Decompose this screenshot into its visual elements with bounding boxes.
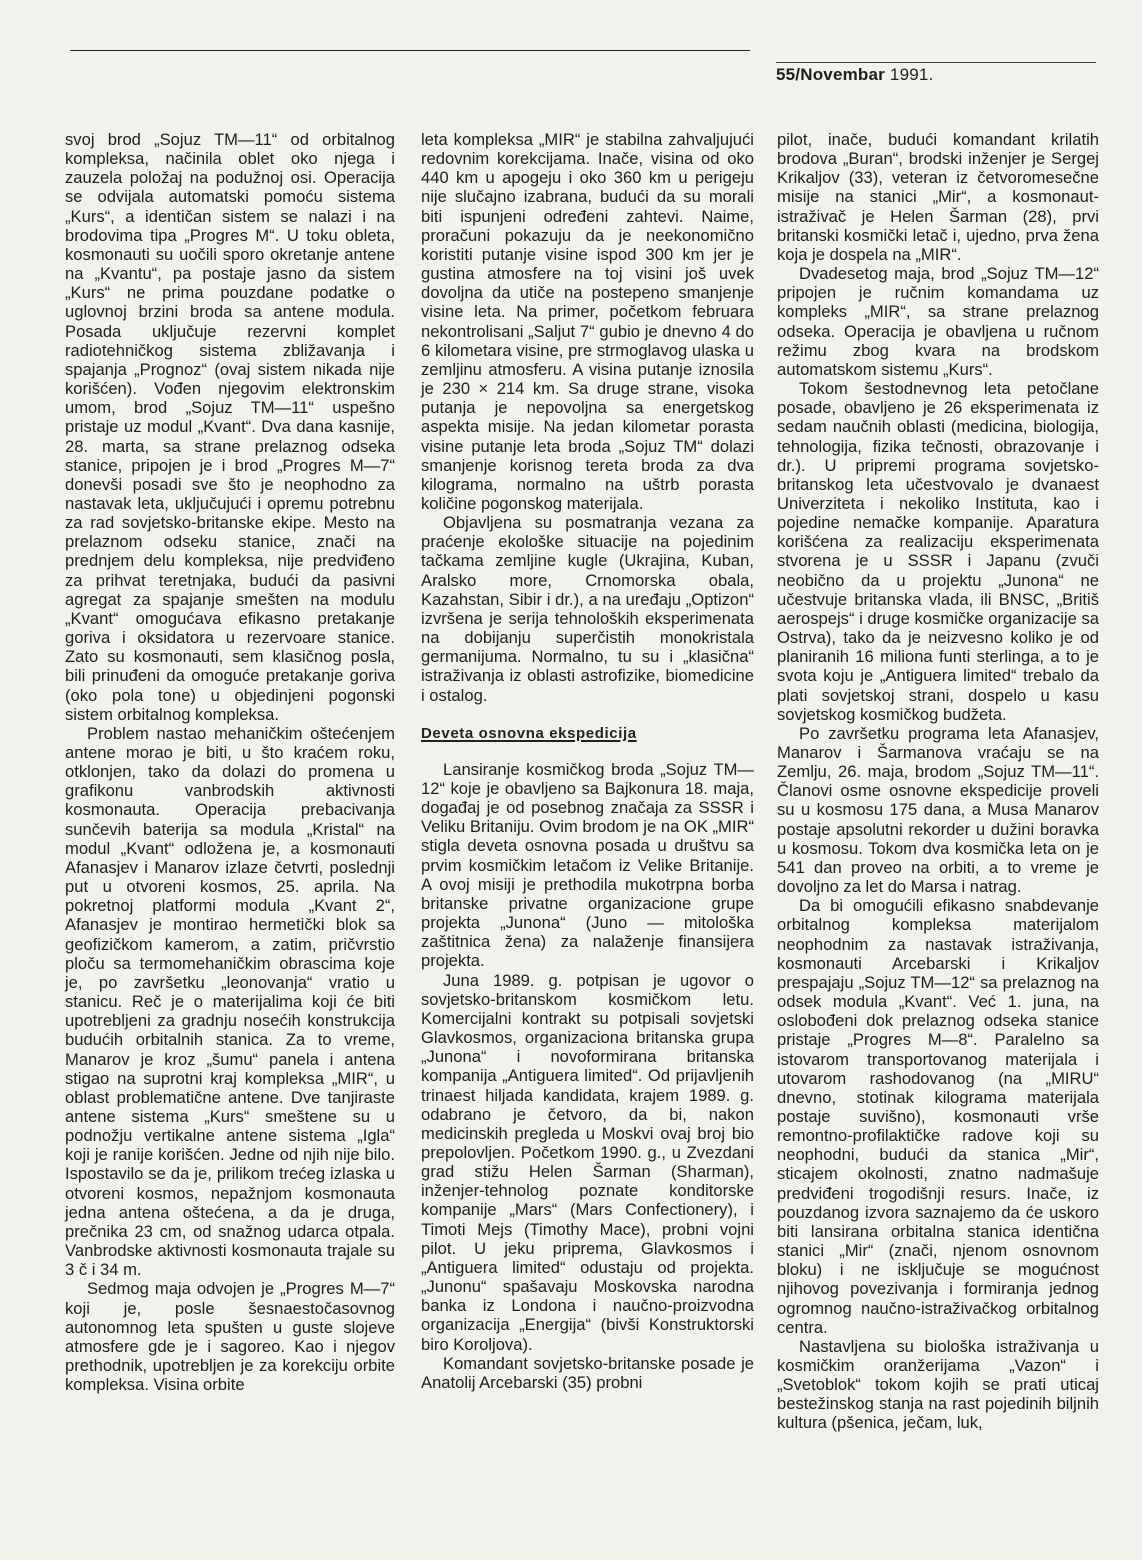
paragraph: pilot, inače, budući komandant krilatih brodova „Buran“, brodski inženjer je Sergej Krikaljov (33), veteran iz četvoromesečne misije na stanici „Mir“, a kosmonaut-istraživač je Helen Šarman (28), prvi britanski kosmički letač i, ujedno, prva žena koja je dospela na „MIR“.	[777, 130, 1099, 264]
paragraph: Problem nastao mehaničkim oštećenjem antene morao je biti, u što kraćem roku, otklonjen, tako da dolazi do promena u grafikonu vanbrodskih aktivnosti kosmonauta. Operacija prebacivanja sunčevih baterija sa modula „Kristal“ na modul „Kvant“ odložena je, a kosmonauti Afanasjev i Manarov izlaze četvrti, poslednji put u otvoreni kosmos, 25. aprila. Na pokretnoj platformi modula „Kvant 2“, Afanasjev je montirao hermetički blok sa geofizičkom kamerom, a zatim, pričvrstio ploču sa termomehaničkim obrascima koje je, po završetku „leonovanja“ vratio u stanicu. Reč je o materijalima koji će biti upotrebljeni za gradnju nosećih konstrukcija budućih orbitalnih stanica. Za to vreme, Manarov je kroz „šumu“ panela i antena stigao na suprotni kraj kompleksa „MIR“, u oblast problematične antene. Dve tanjiraste antene sistema „Kurs“ smeštene su u podnožju vertikalne antene sistema „Igla“ koji je ranije korišćen. Jedne od njih nije bilo. Ispostavilo se da je, prilikom trećeg izlaska u otvoreni kosmos, nepažnjom kosmonauta jedna antena oštećena, a da je druga, prečnika 23 cm, od snažnog udarca otpala. Vanbrodske aktivnosti kosmonauta trajale su 3 č i 34 m.	[65, 723, 395, 1280]
paragraph: Komandant sovjetsko-britanske posade je Anatolij Arcebarski (35) probni	[421, 1353, 754, 1392]
column-3	[777, 130, 1099, 1433]
page-number: 55/	[776, 65, 801, 84]
paragraph: Juna 1989. g. potpisan je ugovor o sovjetsko-britanskom kosmičkom letu. Komercijalni kontrakt su potpisali sovjetski Glavkosmos, organizaciona britanska grupa „Junona“ i novoformirana britanska kompanija „Antiguera limited“. Od prijavljenih trinaest hiljada kandidata, krajem 1989. g. odabrano je četvoro, da bi, nakon medicinskih pregleda u Moskvi ovaj broj bio prepolovljen. Početkom 1990. g., u Zvezdani grad stižu Helen Šarman (Sharman), inženjer-tehnolog poznate konditorske kompanije „Mars“ (Mars Confectionery), i Timoti Mejs (Timothy Mace), probni vojni pilot. U jeku priprema, Glavkosmos i „Antiguera limited“ odustaju od projekta. „Junonu“ spašavaju Moskovska narodna banka iz Londona i naučno-proizvodna organizacija „Energija“ (bivši Konstruktorski biro Koroljova).	[421, 970, 754, 1354]
paragraph: leta kompleksa „MIR“ je stabilna zahvaljujući redovnim korekcijama. Inače, visina od oko 440 km u apogeju i oko 360 km u perigeju nije slučajno izabrana, budući da su morali biti ispunjeni određeni zahtevi. Naime, proračuni pokazuju da je neekonomično koristiti putanje visine ispod 300 km jer je gustina atmosfere na toj visini još uvek dovoljna da utiče na postepeno smanjenje visine leta. Na primer, početkom februara nekontrolisani „Saljut 7“ gubio je dnevno 4 do 6 kilometara visine, pre strmoglavog ulaska u zemljinu atmosferu. A visina putanje iznosila je 230 × 214 km. Sa druge strane, visoka putanja je nepovoljna sa energetskog aspekta misije. Na jedan kilometar porasta visine putanje leta broda „Sojuz TM“ dolazi smanjenje korisnog tereta broda za dva kilograma, normalno na uštrb porasta količine pogonskog materijala.	[421, 130, 754, 513]
column-1	[65, 130, 395, 1394]
paragraph: Objavljena su posmatranja vezana za praćenje ekološke situacije na pojedinim tačkama zemljine kugle (Ukrajina, Kuban, Aralsko more, Crnomorska obala, Kazahstan, Sibir i dr.), a na uređaju „Optizon“ izvršena je serija tehnoloških eksperimenata na dobijanju superčistih monokristala germanijuma. Normalno, tu su i „klasična“ istraživanja iz oblasti astrofizike, biomedicine i ostalog.	[421, 513, 754, 705]
paragraph: Sedmog maja odvojen je „Progres M—7“ koji je, posle šesnaestočasovnog autonomnog leta spušten u guste slojeve atmosfere gde je i sagoreo. Kao i njegov prethodnik, upotrebljen je za korekciju orbite kompleksa. Visina orbite	[65, 1279, 395, 1395]
paragraph: Nastavljena su biološka istraživanja u kosmičkim oranžerijama „Vazon“ i „Svetoblok“ tokom kojih se prati uticaj bestežinskog stanja na rast pojedinih biljnih kultura (pšenica, ječam, luk,	[777, 1336, 1099, 1433]
paragraph: Da bi omogućili efikasno snabdevanje orbitalnog kompleksa materijalom neophodnim za nastavak istraživanja, kosmonauti Arcebarski i Krikaljov prespajaju „Sojuz TM—12“ sa prelaznog na odsek modula „Kvant“. Već 1. juna, na oslobođeni dok prelaznog odseka stanice pristaje „Progres M—8“. Paralelno sa istovarom transportovanog materijala i utovarom rashodovanog (na „MIRU“ dnevno, stotinak kilograma materijala postaje suvišno), kosmonauti vrše remontno-profilaktičke radove koji su neophodni, budući da stanica „Mir“, sticajem okolnosti, znatno nadmašuje predviđeni trogodišnji resurs. Inače, iz pouzdanog izvora saznajemo da će uskoro biti lansirana orbitalna stanica identična stanici „Mir“ (znači, njenom osnovnom bloku) i ne isključuje se mogućnost njihovog povezivanja i formiranja jednog ogromnog naučno-istraživačkog orbitalnog centra.	[777, 896, 1099, 1337]
section-heading: Deveta osnovna ekspedicija	[421, 724, 637, 742]
paragraph: Lansiranje kosmičkog broda „Sojuz TM—12“ koje je obavljeno sa Bajkonura 18. maja, događaj je od posebnog značaja za SSSR i Veliku Britaniju. Ovim brodom je na OK „MIR“ stigla deveta osnovna posada u društvu sa prvim kosmičkim letačom iz Velike Britanije. A ovoj misiji je prethodila mukotrpna borba britanske privatne organizacione grupe projekta „Junona“ (Juno — mitološka zaštitnica žena) za nalaženje finansijera projekta.	[421, 759, 754, 971]
top-rule	[70, 50, 750, 51]
issue-year: 1991.	[889, 65, 934, 84]
column-2	[421, 130, 754, 1392]
page-header	[776, 62, 1096, 85]
paragraph: Po završetku programa leta Afanasjev, Manarov i Šarmanova vraćaju se na Zemlju, 26. maja, brodom „Sojuz TM—11“. Članovi osme osnovne ekspedicije proveli su u kosmosu 175 dana, a Musa Manarov postaje apsolutni rekorder u dužini boravka u kosmosu. Tokom dva kosmička leta on je 541 dan proveo na orbiti, a to vreme je dovoljno za let do Marsa i natrag.	[777, 723, 1099, 897]
paragraph: Tokom šestodnevnog leta petočlane posade, obavljeno je 26 eksperimenata iz sedam naučnih oblasti (medicina, biologija, tehnologija, fizika tečnosti, obrazovanje i dr.). U pripremi programa sovjetsko-britanskog leta učestvovalo je dvanaest Univerziteta i nekoliko Instituta, kao i pojedine nemačke kompanije. Aparatura korišćena za realizaciju eksperimenata stvorena je u SSSR i Japanu (zvuči neobično da u projektu „Junona“ ne učestvuje britanska vlada, ili BNSC, „Britiš aerospejs“ i druge kosmičke organizacije sa Ostrva), tako da je neizvesno koliko je od planiranih 16 miliona funti sterlinga, a to je svota koju je „Antiguera limited“ trebalo da plati sovjetskoj strani, dospelo u kasu sovjetskog kosmičkog budžeta.	[777, 379, 1099, 724]
issue-month: Novembar	[800, 65, 885, 84]
paragraph: svoj brod „Sojuz TM—11“ od orbitalnog kompleksa, načinila oblet oko njega i zauzela položaj na podužnoj osi. Operacija se odvijala automatski pomoću sistema „Kurs“, a identičan sistem se nalazi i na brodovima tipa „Progres M“. U toku obleta, kosmonauti su uočili sporo okretanje antene na „Kvantu“, pa postaje jasno da sistem „Kurs“ ne prima pouzdane podatke o uglovnoj brzini broda sa antene modula. Posada uključuje rezervni komplet radiotehničkog sistema zbližavanja i spajanja „Prognoz“ (ovaj sistem nikada nije korišćen). Vođen njegovim elektronskim umom, brod „Sojuz TM—11“ uspešno pristaje uz modul „Kvant“. Dva dana kasnije, 28. marta, sa strane prelaznog odseka stanice, pripojen je i brod „Progres M—7“ donevši posadi sve što je neophodno za nastavak leta, uključujući i opremu potrebnu za rad sovjetsko-britanske ekipe. Mesto na prelaznom odseku stanice, znači na prednjem delu kompleksa, nije predviđeno za prihvat teretnjaka, budući da pasivni agregat za spajanje smešten na modulu „Kvant“ omogućava efikasno pretakanje goriva i oksidatora u rezervoare stanice. Zato su kosmonauti, sem klasičnog posla, bili prinuđeni da omoguće pretakanje goriva (oko pola tone) u objedinjeni pogonski sistem orbitalnog kompleksa.	[65, 130, 395, 724]
paragraph: Dvadesetog maja, brod „Sojuz TM—12“ pripojen je ručnim komandama uz kompleks „MIR“, sa strane prelaznog odseka. Operacija je obavljena u ručnom režimu zbog kvara na brodskom automatskom sistemu „Kurs“.	[777, 264, 1099, 379]
